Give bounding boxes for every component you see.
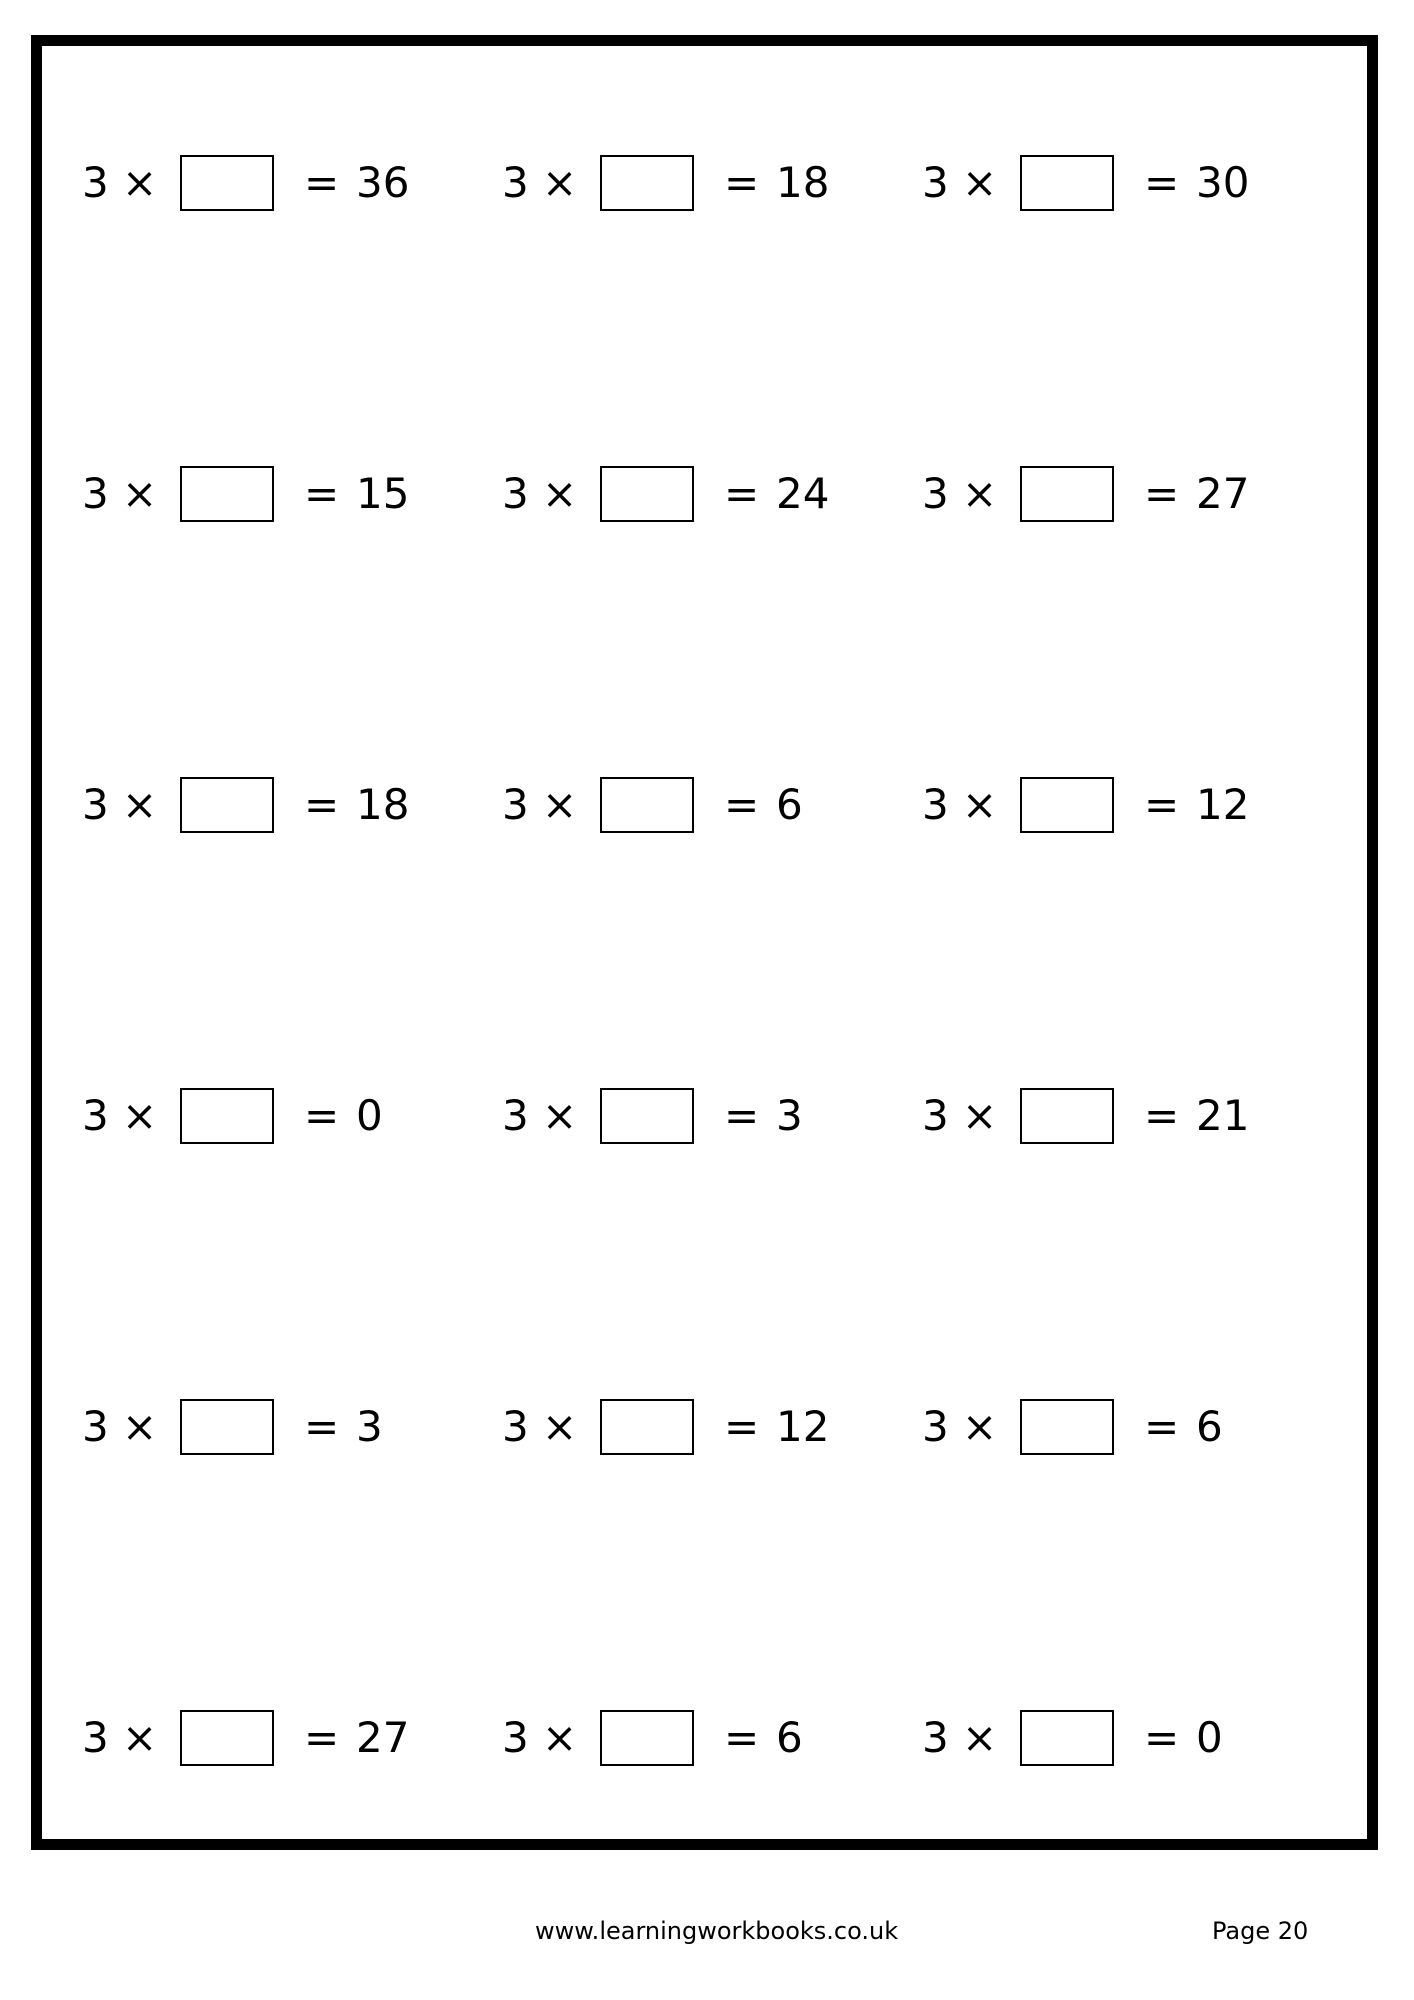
answer-box[interactable] bbox=[1020, 777, 1114, 833]
factor: 3 bbox=[82, 1402, 109, 1451]
times-sign: × bbox=[542, 469, 578, 518]
times-sign: × bbox=[542, 1091, 578, 1140]
factor: 3 bbox=[922, 469, 949, 518]
equals-sign: = bbox=[304, 780, 340, 829]
problem-item bbox=[82, 153, 502, 213]
problem-row-2 bbox=[82, 464, 1342, 524]
equals-sign: = bbox=[724, 1713, 760, 1762]
answer-box[interactable] bbox=[1020, 1088, 1114, 1144]
factor: 3 bbox=[922, 158, 949, 207]
footer-website: www.learningworkbooks.co.uk bbox=[535, 1917, 899, 1945]
product: 36 bbox=[356, 158, 410, 207]
times-sign: × bbox=[962, 1091, 998, 1140]
equals-sign: = bbox=[1144, 1402, 1180, 1451]
equals-sign: = bbox=[1144, 1713, 1180, 1762]
factor: 3 bbox=[502, 1402, 529, 1451]
product: 27 bbox=[1196, 469, 1250, 518]
problem-item bbox=[82, 1086, 502, 1146]
answer-box[interactable] bbox=[180, 466, 274, 522]
answer-box[interactable] bbox=[180, 1710, 274, 1766]
times-sign: × bbox=[962, 1713, 998, 1762]
times-sign: × bbox=[542, 780, 578, 829]
product: 27 bbox=[356, 1713, 410, 1762]
factor: 3 bbox=[922, 1091, 949, 1140]
answer-box[interactable] bbox=[600, 466, 694, 522]
problem-item bbox=[82, 775, 502, 835]
product: 6 bbox=[776, 780, 803, 829]
problem-item bbox=[922, 1086, 1342, 1146]
product: 30 bbox=[1196, 158, 1250, 207]
times-sign: × bbox=[542, 1713, 578, 1762]
problem-item bbox=[82, 1397, 502, 1457]
times-sign: × bbox=[962, 780, 998, 829]
problem-item bbox=[922, 1708, 1342, 1768]
answer-box[interactable] bbox=[1020, 466, 1114, 522]
problem-item bbox=[922, 775, 1342, 835]
product: 6 bbox=[1196, 1402, 1223, 1451]
product: 15 bbox=[356, 469, 410, 518]
product: 0 bbox=[1196, 1713, 1223, 1762]
answer-box[interactable] bbox=[180, 777, 274, 833]
product: 12 bbox=[1196, 780, 1250, 829]
factor: 3 bbox=[922, 1713, 949, 1762]
times-sign: × bbox=[542, 1402, 578, 1451]
times-sign: × bbox=[962, 469, 998, 518]
problem-item bbox=[502, 153, 922, 213]
product: 12 bbox=[776, 1402, 830, 1451]
answer-box[interactable] bbox=[1020, 155, 1114, 211]
factor: 3 bbox=[82, 469, 109, 518]
answer-box[interactable] bbox=[180, 1088, 274, 1144]
times-sign: × bbox=[962, 1402, 998, 1451]
answer-box[interactable] bbox=[600, 777, 694, 833]
answer-box[interactable] bbox=[1020, 1710, 1114, 1766]
equals-sign: = bbox=[304, 469, 340, 518]
times-sign: × bbox=[122, 1713, 158, 1762]
equals-sign: = bbox=[304, 1402, 340, 1451]
problem-item bbox=[502, 1708, 922, 1768]
worksheet-frame bbox=[31, 35, 1378, 1850]
factor: 3 bbox=[922, 1402, 949, 1451]
times-sign: × bbox=[542, 158, 578, 207]
problem-item bbox=[82, 464, 502, 524]
answer-box[interactable] bbox=[180, 1399, 274, 1455]
product: 3 bbox=[356, 1402, 383, 1451]
factor: 3 bbox=[502, 780, 529, 829]
product: 18 bbox=[356, 780, 410, 829]
problem-item bbox=[502, 775, 922, 835]
times-sign: × bbox=[122, 1402, 158, 1451]
equals-sign: = bbox=[724, 1402, 760, 1451]
times-sign: × bbox=[122, 780, 158, 829]
equals-sign: = bbox=[1144, 780, 1180, 829]
equals-sign: = bbox=[304, 158, 340, 207]
problem-item bbox=[502, 464, 922, 524]
problem-item bbox=[922, 464, 1342, 524]
product: 0 bbox=[356, 1091, 383, 1140]
factor: 3 bbox=[82, 1713, 109, 1762]
product: 18 bbox=[776, 158, 830, 207]
problem-row-1 bbox=[82, 153, 1342, 213]
times-sign: × bbox=[122, 469, 158, 518]
factor: 3 bbox=[502, 158, 529, 207]
problem-item bbox=[82, 1708, 502, 1768]
equals-sign: = bbox=[724, 158, 760, 207]
problem-item bbox=[922, 1397, 1342, 1457]
factor: 3 bbox=[922, 780, 949, 829]
problem-item bbox=[922, 153, 1342, 213]
equals-sign: = bbox=[724, 1091, 760, 1140]
answer-box[interactable] bbox=[180, 155, 274, 211]
equals-sign: = bbox=[1144, 1091, 1180, 1140]
product: 3 bbox=[776, 1091, 803, 1140]
answer-box[interactable] bbox=[600, 155, 694, 211]
page-number: Page 20 bbox=[1212, 1917, 1309, 1945]
equals-sign: = bbox=[304, 1091, 340, 1140]
problem-item bbox=[502, 1086, 922, 1146]
answer-box[interactable] bbox=[600, 1088, 694, 1144]
product: 6 bbox=[776, 1713, 803, 1762]
answer-box[interactable] bbox=[600, 1710, 694, 1766]
times-sign: × bbox=[122, 1091, 158, 1140]
problem-row-4 bbox=[82, 1086, 1342, 1146]
times-sign: × bbox=[122, 158, 158, 207]
times-sign: × bbox=[962, 158, 998, 207]
problem-item bbox=[502, 1397, 922, 1457]
factor: 3 bbox=[82, 1091, 109, 1140]
equals-sign: = bbox=[724, 469, 760, 518]
factor: 3 bbox=[502, 1713, 529, 1762]
answer-box[interactable] bbox=[600, 1399, 694, 1455]
equals-sign: = bbox=[304, 1713, 340, 1762]
equals-sign: = bbox=[1144, 158, 1180, 207]
product: 21 bbox=[1196, 1091, 1250, 1140]
equals-sign: = bbox=[724, 780, 760, 829]
factor: 3 bbox=[82, 158, 109, 207]
problem-row-3 bbox=[82, 775, 1342, 835]
equals-sign: = bbox=[1144, 469, 1180, 518]
factor: 3 bbox=[82, 780, 109, 829]
problem-row-6 bbox=[82, 1708, 1342, 1768]
problem-row-5 bbox=[82, 1397, 1342, 1457]
factor: 3 bbox=[502, 1091, 529, 1140]
problem-grid bbox=[82, 46, 1342, 1839]
product: 24 bbox=[776, 469, 830, 518]
answer-box[interactable] bbox=[1020, 1399, 1114, 1455]
factor: 3 bbox=[502, 469, 529, 518]
